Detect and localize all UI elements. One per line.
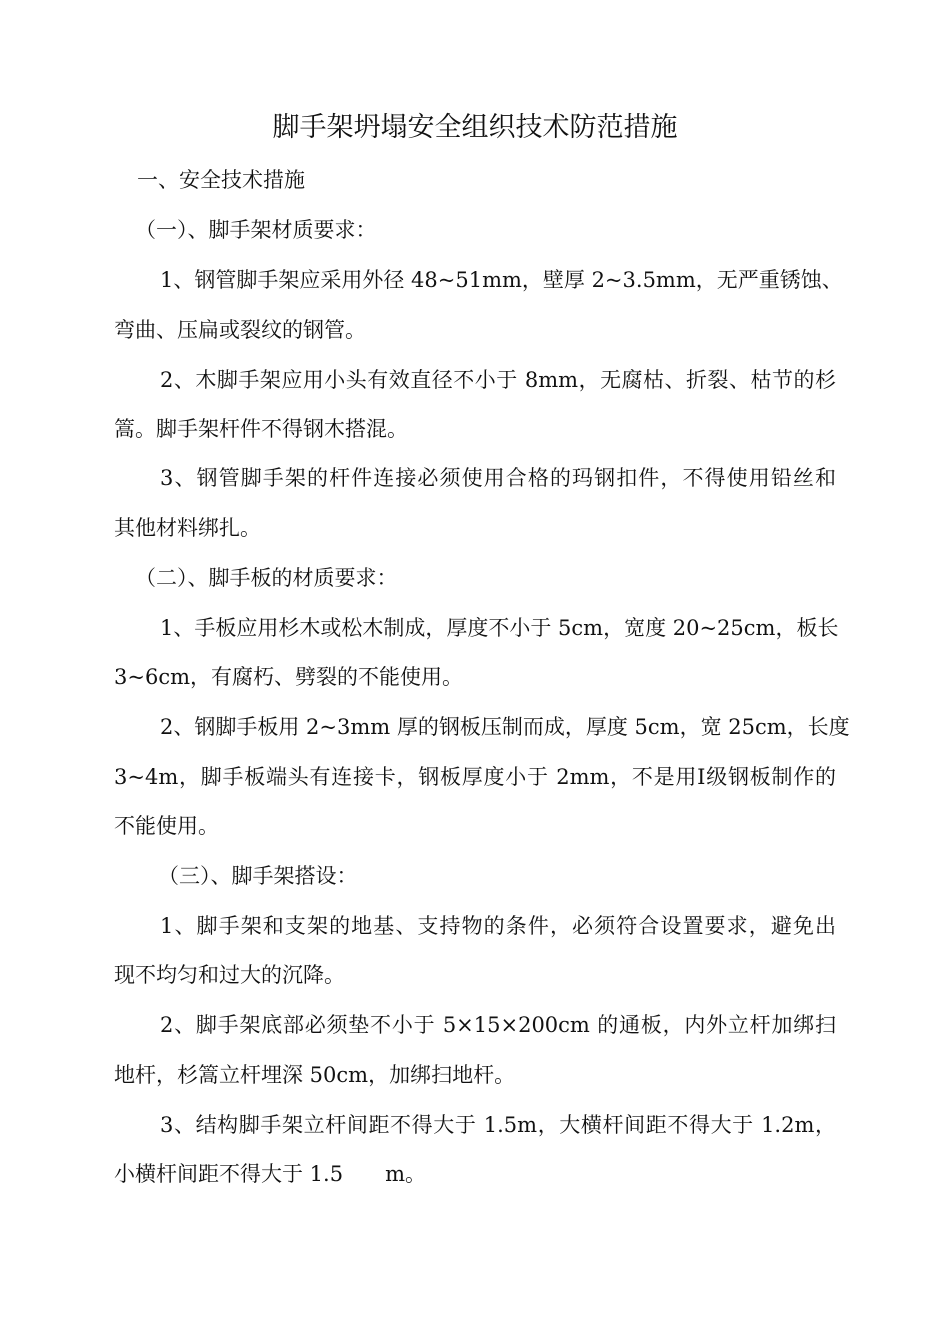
paragraph-line: 2、钢脚手板用 2~3mm 厚的钢板压制而成，厚度 5cm，宽 25cm，长度 xyxy=(160,715,850,739)
paragraph-line: 不能使用。 xyxy=(114,814,219,838)
paragraph-line: 3~6cm，有腐朽、劈裂的不能使用。 xyxy=(114,665,463,689)
paragraph-line: 3、钢管脚手架的杆件连接必须使用合格的玛钢扣件，不得使用铅丝和 xyxy=(160,466,836,490)
subsection-heading-planks: （二）、脚手板的材质要求： xyxy=(135,566,398,590)
subsection-heading-materials: （一）、脚手架材质要求： xyxy=(135,218,377,242)
paragraph-line: 其他材料绑扎。 xyxy=(114,516,261,540)
subsection-heading-erection: （三）、脚手架搭设： xyxy=(158,864,358,888)
paragraph-line: 1、手板应用杉木或松木制成，厚度不小于 5cm，宽度 20~25cm，板长 xyxy=(160,616,839,640)
paragraph-line: 小横杆间距不得大于 1.5 m。 xyxy=(114,1162,426,1186)
document-title: 脚手架坍塌安全组织技术防范措施 xyxy=(272,112,678,143)
paragraph-line: 2、木脚手架应用小头有效直径不小于 8mm，无腐枯、折裂、枯节的杉 xyxy=(160,368,836,392)
section-heading: 一、安全技术措施 xyxy=(137,168,305,192)
paragraph-line: 1、钢管脚手架应采用外径 48~51mm，壁厚 2~3.5mm，无严重锈蚀、 xyxy=(160,268,843,292)
paragraph-line: 地杆，杉篙立杆埋深 50cm，加绑扫地杆。 xyxy=(114,1063,516,1087)
paragraph-line: 篙。脚手架杆件不得钢木搭混。 xyxy=(114,417,408,441)
paragraph-line: 3~4m，脚手板端头有连接卡，钢板厚度小于 2mm，不是用Ⅰ级钢板制作的 xyxy=(114,765,836,789)
paragraph-line: 弯曲、压扁或裂纹的钢管。 xyxy=(114,318,366,342)
paragraph-line: 现不均匀和过大的沉降。 xyxy=(114,963,345,987)
paragraph-line: 3、结构脚手架立杆间距不得大于 1.5m，大横杆间距不得大于 1.2m， xyxy=(160,1113,836,1137)
paragraph-line: 2、脚手架底部必须垫不小于 5×15×200cm 的通板，内外立杆加绑扫 xyxy=(160,1013,836,1037)
paragraph-line: 1、脚手架和支架的地基、支持物的条件，必须符合设置要求，避免出 xyxy=(160,914,836,938)
